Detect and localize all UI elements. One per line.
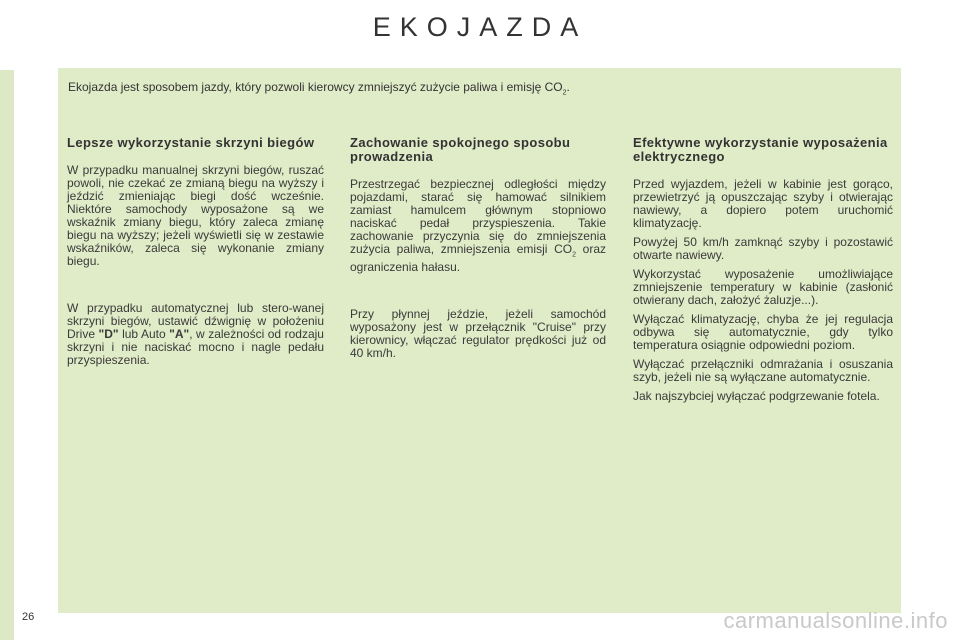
paragraph-electrical-4: Wyłączać klimatyzację, chyba że jej regulacja odbywa się automatycznie, gdy tylko temperatura osiągnie odpowiedni poziom. <box>633 312 893 352</box>
intro-subscript: 2 <box>562 89 567 97</box>
heading-electrical: Efektywne wykorzystanie wyposażenia elektrycznego <box>633 135 888 164</box>
auto-drive-label: "D" <box>98 327 119 341</box>
page-title: EKOJAZDA <box>372 12 588 42</box>
paragraph-manual-gearbox: W przypadku manualnej skrzyni biegów, ruszać powoli, nie czekać ze zmianą biegu na wyższy i jeździć zmieniając biegi dość wcześnie. Niektóre samochody wyposażone są we wskaźnik zmiany biegu, który zaleca zmianę biegu na wyższy; jeżeli wyświetli się w zestawie wskaźników, zaleca się wykonanie zmiany biegu. <box>67 163 324 268</box>
intro-end: . <box>566 80 570 94</box>
auto-text-b: lub Auto <box>118 327 170 341</box>
column-calm-driving <box>350 136 606 366</box>
paragraph-automatic-gearbox <box>67 302 324 367</box>
auto-text-c: , w zależności od rodzaju skrzyni i nie naciskać mocno i nagle pedału przyspieszenia. <box>67 327 324 367</box>
auto-auto-label: "A" <box>169 327 190 341</box>
intro-text <box>68 80 570 96</box>
page-number: 26 <box>22 611 35 623</box>
paragraph-safe-distance <box>350 178 606 274</box>
left-margin-strip <box>0 70 14 640</box>
column-electrical <box>633 136 893 409</box>
heading-gearbox: Lepsze wykorzystanie skrzyni biegów <box>67 135 315 150</box>
heading-calm-driving: Zachowanie spokojnego sposobu prowadzenia <box>350 135 571 164</box>
safe-distance-text: Przestrzegać bezpiecznej odległości między pojazdami, starać się hamować silnikiem zamiast hamulcem głównym stopniowo naciskać pedał przyspieszenia. Takie zachowanie przyczynia się do zmniejszenia zużycia paliwa, zmniejszenia emisji CO <box>350 177 606 256</box>
intro-main: Ekojazda jest sposobem jazdy, który pozwoli kierowcy zmniejszyć zużycie paliwa i emisję CO <box>68 80 563 94</box>
watermark: carmanualsonline.info <box>723 608 948 633</box>
paragraph-electrical-6: Jak najszybciej wyłączać podgrzewanie fotela. <box>633 389 880 403</box>
paragraph-electrical-1: Przed wyjazdem, jeżeli w kabinie jest gorąco, przewietrzyć ją opuszczając szyby i otwierając nawiewy, a dopiero potem uruchomić klimatyzację. <box>633 177 893 230</box>
safe-distance-end: oraz ograniczenia hałasu. <box>350 242 606 275</box>
paragraph-electrical-3: Wykorzystać wyposażenie umożliwiające zmniejszenie temperatury w kabinie (zasłonić otwierany dach, założyć żaluzje...). <box>633 267 893 307</box>
paragraph-cruise: Przy płynnej jeździe, jeżeli samochód wyposażony jest w przełącznik "Cruise" przy kierownicy, włączać regulator prędkości już od 40 km/h. <box>350 307 606 361</box>
auto-text-a: W przypadku automatycznej lub stero-wanej skrzyni biegów, ustawić dźwignię w położeniu Drive <box>67 301 324 341</box>
safe-distance-subscript: 2 <box>572 251 576 259</box>
paragraph-electrical-2: Powyżej 50 km/h zamknąć szyby i pozostawić otwarte nawiewy. <box>633 235 893 262</box>
paragraph-electrical-5: Wyłączać przełączniki odmrażania i osuszania szyb, jeżeli nie są wyłączane automatycznie. <box>633 357 893 384</box>
column-gearbox <box>67 136 324 373</box>
